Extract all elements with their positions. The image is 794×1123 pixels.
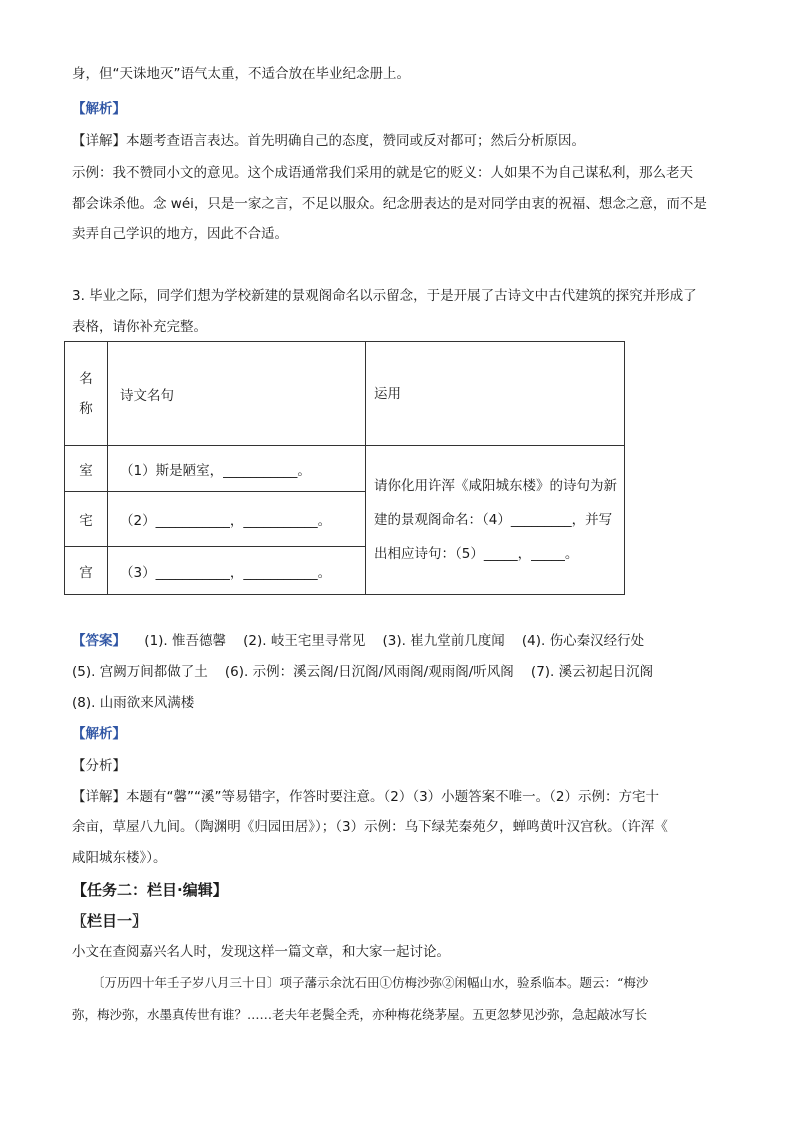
prev-answer-line: 身，但“天诛地灭”语气太重，不适合放在毕业纪念册上。 (72, 66, 410, 82)
question-3-line: 3. 毕业之际，同学们想为学校新建的景观阁命名以示留念，于是开展了古诗文中古代建筑的探究并形成了 (72, 288, 697, 304)
quote-line: 〔万历四十年壬子岁八月三十日〕项子藩示余沈石田①仿梅沙弥②闲幅山水，验系临本。题云：“梅沙 (92, 975, 649, 990)
answer-line-3: (8). 山雨欲来风满楼 (72, 695, 195, 711)
use-line: 建的景观阁命名：（4）_________，并写 (374, 512, 613, 528)
example-line: 都会诛杀他。念 wéi，只是一家之言，不足以服众。纪念册表达的是对同学由衷的祝福、想念之意，而不是 (72, 196, 707, 212)
table-cell-poem: （1）斯是陋室，___________。 (108, 446, 366, 492)
use-line: 出相应诗句：（5）_____，_____。 (374, 546, 579, 562)
task-intro: 小文在查阅嘉兴名人时，发现这样一篇文章，和大家一起讨论。 (72, 944, 450, 960)
table-cell-poem: （3）___________，___________。 (108, 547, 366, 595)
detail-line: 咸阳城东楼》）。 (72, 850, 167, 866)
analysis-tag: 【解析】 (72, 726, 126, 742)
table-cell-use (366, 446, 625, 595)
quote-line: 弥，梅沙弥，水墨真传世有谁？……老夫年老鬓全秃，亦种梅花绕茅屋。五更忽梦见沙弥，急起敲冰写长 (72, 1007, 648, 1022)
question-3-line: 表格，请你补充完整。 (72, 319, 207, 335)
analysis-tag: 【解析】 (72, 101, 126, 117)
answer-line-2: (5). 宫阙万间都做了土 (6). 示例：溪云阁/日沉阁/风雨阁/观雨阁/听风阁 (7). 溪云初起日沉阁 (72, 664, 654, 680)
table-cell-name: 宫 (65, 547, 108, 595)
header-name-char: 名 (79, 370, 93, 387)
header-name-char: 称 (79, 400, 93, 417)
table-header-poem: 诗文名句 (108, 342, 366, 446)
detail-line: 【详解】本题有“馨”“溪”等易错字，作答时要注意。（2）（3）小题答案不唯一。（2）示例：方宅十 (72, 789, 659, 805)
column-1-heading: 〖栏目一〗 (72, 912, 148, 930)
detail-line: 【详解】本题考查语言表达。首先明确自己的态度，赞同或反对都可；然后分析原因。 (72, 133, 585, 149)
table-header-name (65, 342, 108, 446)
answer-line-1 (72, 631, 644, 651)
table-cell-poem: （2）___________，___________。 (108, 492, 366, 547)
answer-tag: 【答案】 (72, 633, 126, 649)
example-line: 卖弄自己学识的地方，因此不合适。 (72, 226, 288, 242)
table-header-use: 运用 (366, 342, 625, 446)
example-line: 示例：我不赞同小文的意见。这个成语通常我们采用的就是它的贬义：人如果不为自己谋私利，那么老天 (72, 165, 693, 181)
table-cell-name: 室 (65, 446, 108, 492)
buildings-table (64, 341, 625, 595)
table-cell-name: 宅 (65, 492, 108, 547)
use-line: 请你化用许浑《咸阳城东楼》的诗句为新 (374, 478, 617, 494)
detail-line: 余亩，草屋八九间。（陶渊明《归园田居》）；（3）示例：乌下绿芜秦苑夕，蝉鸣黄叶汉宫秋。（许浑《 (72, 819, 668, 835)
fenxi-tag: 【分析】 (72, 758, 126, 774)
task-2-title: 【任务二：栏目·编辑】 (72, 881, 228, 899)
answer-text: (1). 惟吾德馨 (2). 岐王宅里寻常见 (3). 崔九堂前几度闻 (4). 伤心秦汉经行处 (144, 633, 645, 649)
